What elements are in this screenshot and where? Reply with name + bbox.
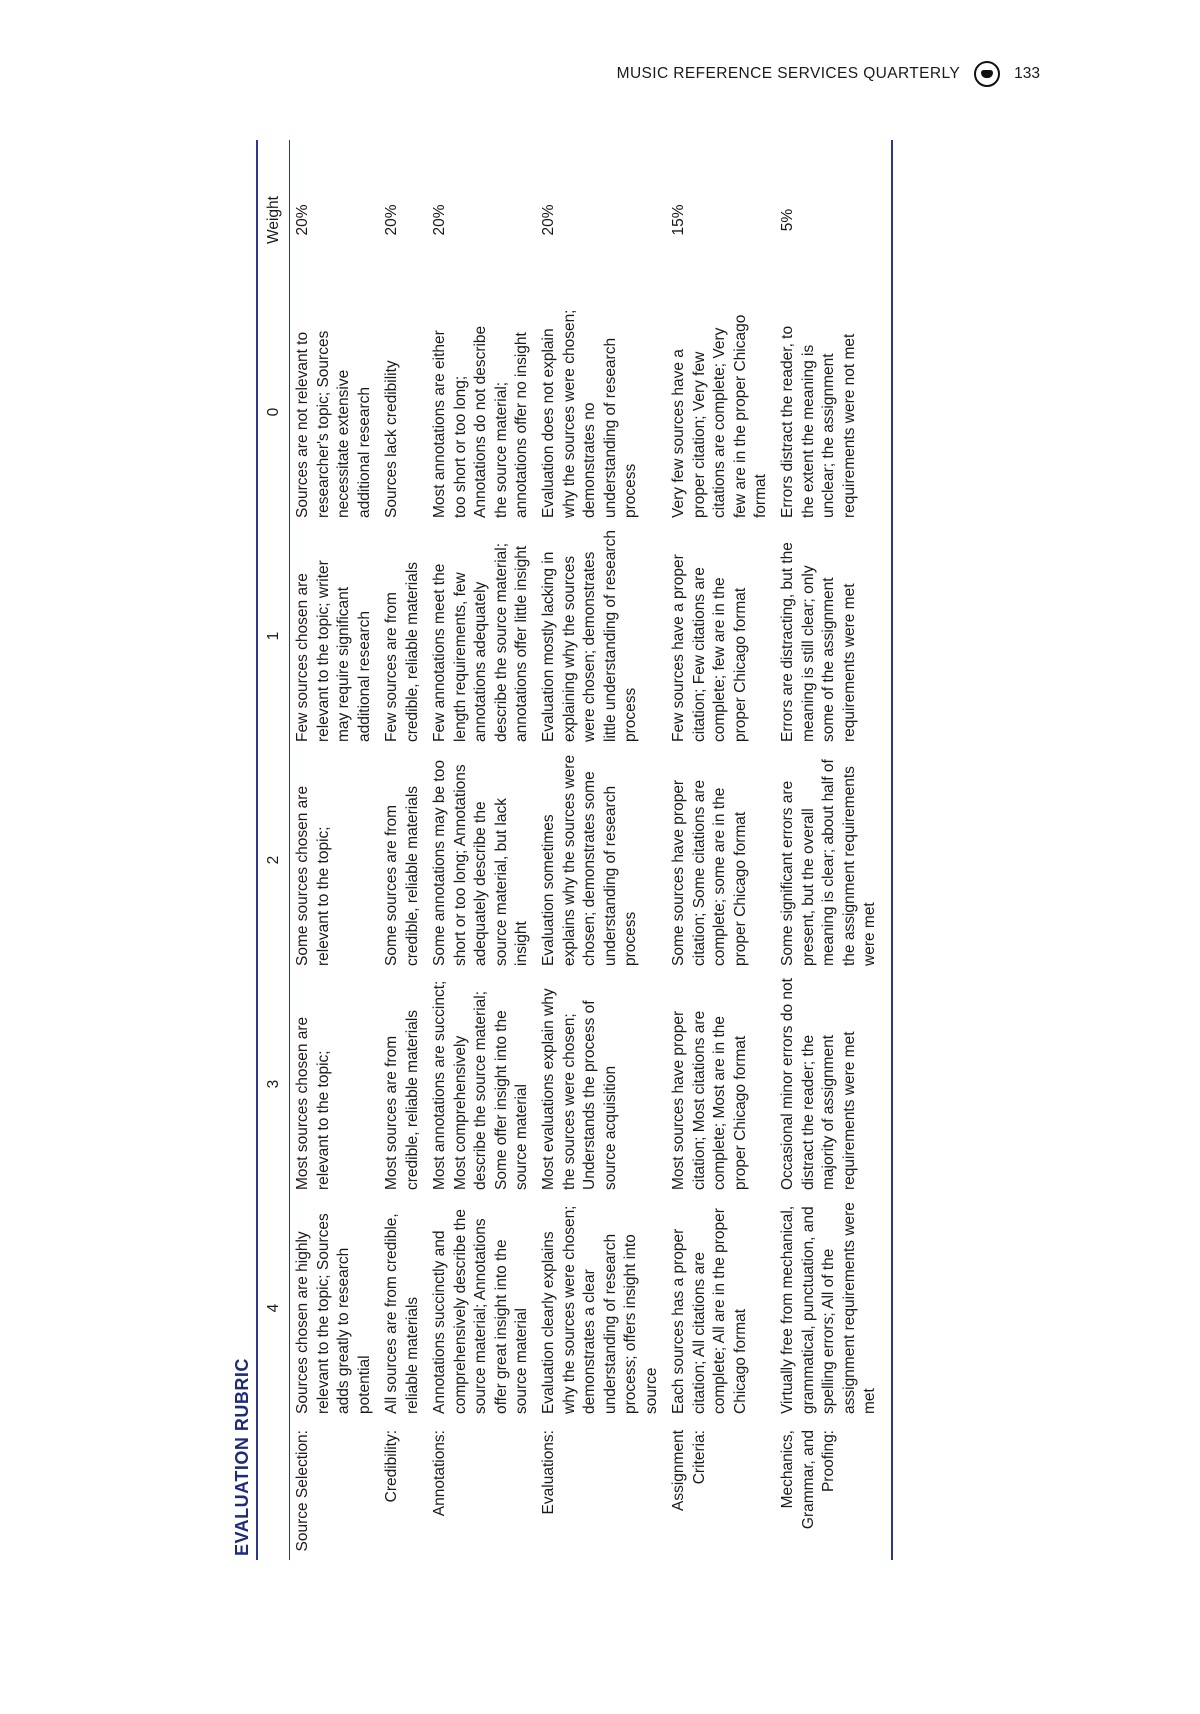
level-cell: Most sources chosen are relevant to the topic;: [294, 1016, 332, 1190]
weight-cell: 20%: [294, 204, 312, 236]
running-header: [600, 56, 1040, 92]
criterion-cell: Credibility:: [383, 1430, 401, 1503]
column-header: 1: [257, 524, 290, 748]
level-cell: Annotations succinctly and comprehensively describe the source material; Annotations offer great insight into the source material: [431, 1208, 530, 1414]
level-cell: Evaluation mostly lacking in explaining why the sources were chosen; demonstrates little understanding of research process: [540, 530, 640, 742]
weight-cell: 20%: [383, 204, 401, 236]
level-cell: Few sources chosen are relevant to the topic; writer may require significant additional research: [294, 560, 373, 742]
table-row: [775, 140, 891, 1560]
criterion-cell: Evaluations:: [540, 1430, 558, 1515]
level-cell: Errors distract the reader, to the extent the meaning is unclear; the assignment requirements were not met: [775, 300, 891, 524]
level-cell: Sources chosen are highly relevant to the topic; Sources adds greatly to research potential: [294, 1213, 373, 1414]
level-cell: Evaluation sometimes explains why the sources were chosen; demonstrates some understanding of research process: [540, 754, 640, 966]
table-row: [290, 140, 379, 1560]
column-header: 4: [257, 1196, 290, 1420]
table-row: [536, 140, 666, 1560]
column-header: 2: [257, 748, 290, 972]
level-cell: Evaluation does not explain why the sources were chosen; demonstrates no understanding of research process: [540, 309, 640, 518]
weight-cell: 20%: [540, 204, 558, 236]
level-cell: Some sources chosen are relevant to the topic;: [294, 785, 332, 966]
criterion-cell: Annotations:: [431, 1430, 449, 1517]
publisher-logo-icon: [974, 61, 1000, 87]
evaluation-rubric-table: [256, 140, 893, 1560]
level-cell: Occasional minor errors do not distract the reader; the majority of assignment requirements were met: [775, 972, 891, 1196]
level-cell: Most sources are from credible, reliable materials: [383, 1009, 421, 1190]
level-cell: Some significant errors are present, but the overall meaning is clear; about half of the assignment requirements were met: [775, 748, 891, 972]
page-number: 133: [1014, 65, 1040, 82]
criterion-cell: Assignment Criteria:: [670, 1430, 708, 1511]
table-row: [666, 140, 775, 1560]
column-header: [257, 1420, 290, 1560]
journal-title: MUSIC REFERENCE SERVICES QUARTERLY: [616, 65, 961, 82]
level-cell: Sources are not relevant to researcher's topic; Sources necessitate extensive additional research: [294, 330, 373, 518]
rubric-title: EVALUATION RUBRIC: [232, 1358, 252, 1556]
level-cell: Most evaluations explain why the sources were chosen; Understands the process of source acquisition: [540, 988, 619, 1190]
table-header-row: [257, 140, 290, 1560]
criterion-cell: Mechanics, Grammar, and Proofing:: [775, 1420, 891, 1560]
rotated-rubric-page: [228, 140, 1108, 1560]
level-cell: Some annotations may be too short or too long; Annotations adequately describe the source material, but lack insight: [431, 760, 530, 966]
level-cell: Few sources have a proper citation; Few citations are complete; few are in the proper Chicago format: [670, 554, 749, 742]
column-header: Weight: [257, 140, 290, 300]
level-cell: Evaluation clearly explains why the sources were chosen; demonstrates a clear understanding of research process; offers insight into source: [540, 1205, 660, 1414]
criterion-cell: Source Selection:: [294, 1430, 312, 1552]
level-cell: Most annotations are either too short or too long; Annotations do not describe the source material; annotations offer no insight: [431, 325, 530, 518]
table-row: [427, 140, 536, 1560]
level-cell: Most annotations are succinct; Most comprehensively describe the source material; Some offer insight into the source material: [431, 980, 530, 1190]
level-cell: Some sources are from credible, reliable materials: [383, 785, 421, 966]
level-cell: Very few sources have a proper citation; Very few citations are complete; Very few are in the proper Chicago format: [670, 314, 769, 518]
weight-cell: 20%: [431, 204, 449, 236]
level-cell: Few annotations meet the length requirements, few annotations adequately describe the source material; annotations offer little insight: [431, 542, 530, 742]
table-row: [379, 140, 427, 1560]
level-cell: Most sources have proper citation; Most citations are complete; Most are in the proper Chicago format: [670, 1010, 749, 1190]
level-cell: Few sources are from credible, reliable materials: [383, 561, 421, 742]
level-cell: Errors are distracting, but the meaning is still clear; only some of the assignment requirements were met: [775, 524, 891, 748]
level-cell: Virtually free from mechanical, grammatical, punctuation, and spelling errors; All of the assignment requirements were met: [775, 1196, 891, 1420]
column-header: 0: [257, 300, 290, 524]
level-cell: All sources are from credible, reliable materials: [383, 1213, 421, 1414]
weight-cell: 15%: [670, 204, 688, 236]
level-cell: Some sources have proper citation; Some citations are complete; some are in the proper Chicago format: [670, 779, 749, 966]
column-header: 3: [257, 972, 290, 1196]
weight-cell: 5%: [775, 140, 891, 300]
level-cell: Each sources has a proper citation; All citations are complete; All are in the proper Chicago format: [670, 1208, 749, 1414]
level-cell: Sources lack credibility: [383, 360, 401, 518]
